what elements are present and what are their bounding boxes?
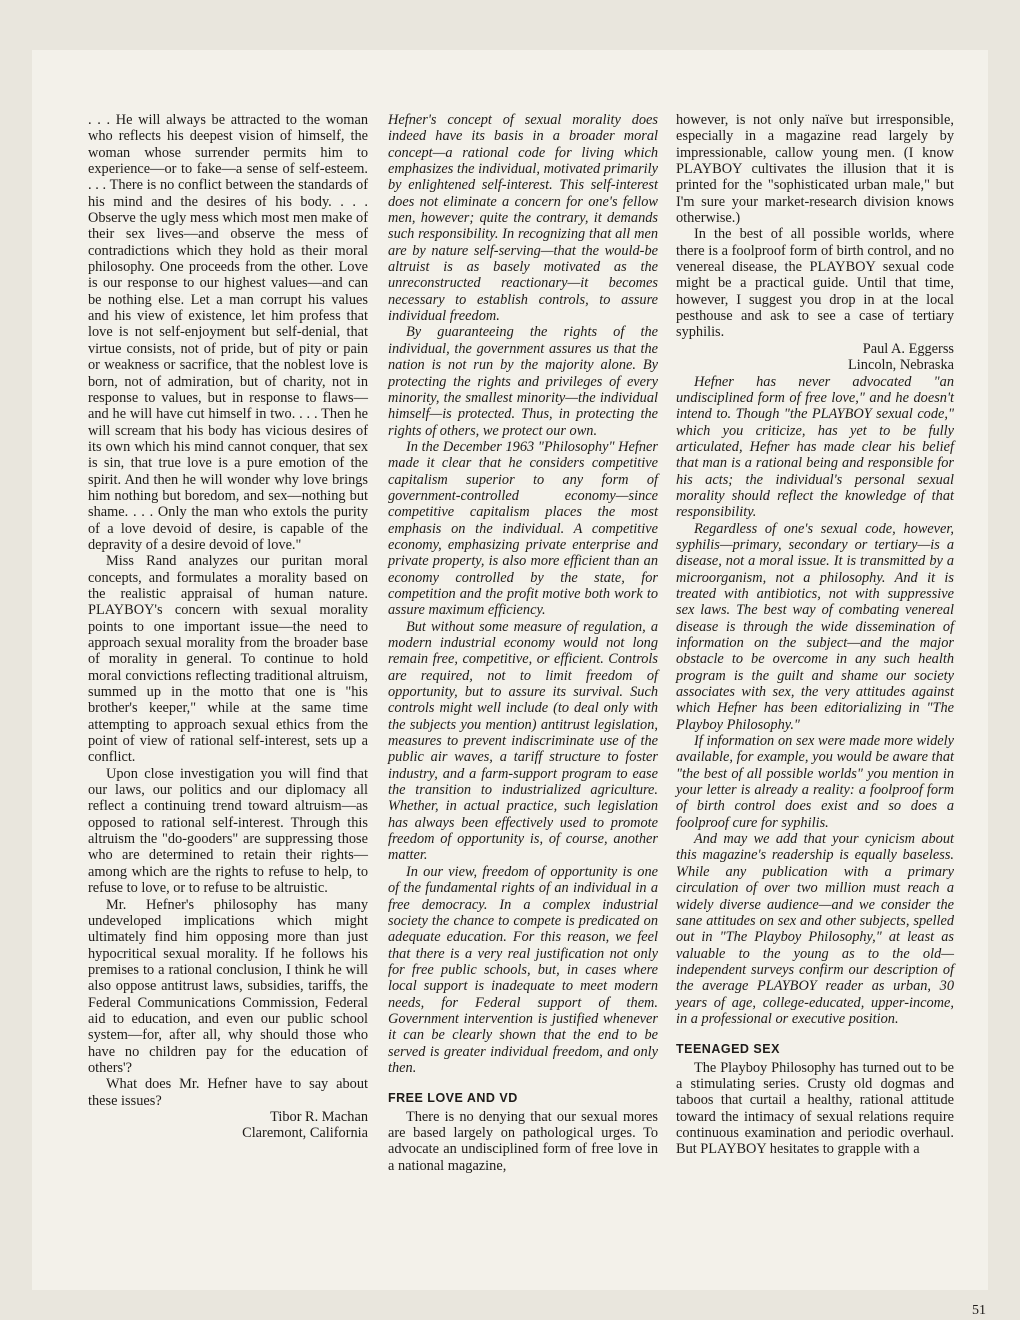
section-heading: FREE LOVE AND VD xyxy=(388,1091,518,1106)
letter-paragraph: . . . He will always be attracted to the woman who reflects his deepest vision of himself, the woman whose surrender permits him to experience—or to fake—a sense of self-esteem. . . . There is no conflict between the standards of his mind and the desires of his body. . . . Observe the ugly mess which most men make of their sex lives—and observe the mess of contradictions which they hold as their moral philosophy. One proceeds from the other. Love is our response to our highest values—and can be nothing else. Let a man corrupt his values and his view of existence, let him profess that love is not self-enjoyment but self-denial, that virtue consists, not of pride, but of pity or pain or weakness or sacrifice, that the noblest love is born, not of admiration, but of charity, not in response to values, but in response to flaws—and he will have cut himself in two. . . . Then he will scream that his body has vicious desires of its own which his mind cannot conquer, that sex is sin, that true love is a pure emotion of the spirit. And then he will wonder why love brings him nothing but boredom, and sex—nothing but shame. . . . Only the man who extols the purity of a love devoid of desire, is capable of the depravity of a desire devoid of love." xyxy=(88,112,368,553)
signature-name: Paul A. Eggerss xyxy=(862,340,954,357)
editor-reply-paragraph: Regardless of one's sexual code, however, syphilis—primary, secondary or tertiary—is a disease, not a moral issue. It is transmitted by a microorganism, not a philosophy. And it is treated with antibiotics, not with suppressive sex laws. The best way of combating venereal disease is through the wide dissemination of information on the subject—and the major obstacle to be overcome in any such health program is the guilt and shame our society associates with sex, the very attitudes against which Hefner has been editorializing in "The Playboy Philosophy." xyxy=(676,520,954,733)
signature-place: Lincoln, Nebraska xyxy=(848,357,954,374)
magazine-page xyxy=(32,50,988,1318)
editor-reply-paragraph: But without some measure of regulation, a modern industrial economy would not long remain free, competitive, or efficient. Controls are required, not to limit freedom of opportunity, but to assure its survival. Such controls might well include (to deal only with the subjects you mention) antitrust legislation, measures to prevent indiscriminate use of the public air waves, a tariff structure to foster industry, and a farm-support program to ease the transition to industrialized agriculture. Whether, in actual practice, such legislation has always been effectively used to promote freedom of opportunity is, of course, another matter. xyxy=(388,618,658,864)
letter-paragraph: In the best of all possible worlds, where there is a foolproof form of birth control, and no venereal disease, the PLAYBOY sexual code might be a practical guide. Until that time, however, I suggest you drop in at the local pesthouse and ask to see a case of tertiary syphilis. xyxy=(676,226,954,341)
letter-paragraph: however, is not only naïve but irresponsible, especially in a magazine read largely by impressionable, callow young men. (I know PLAYBOY cultivates the illusion that it is printed for the "sophisticated urban male," but I'm sure your market-research division knows otherwise.) xyxy=(676,112,954,227)
section-heading: TEENAGED SEX xyxy=(676,1042,780,1057)
editor-reply-paragraph: And may we add that your cynicism about this magazine's readership is equally baseless. While any publication with a primary circulation of over two million must reach a widely diverse audience—and we consider the sane attitudes on sex and other subjects, spelled out in "The Playboy Philosophy," at least as valuable to the young as to the old—independent surveys confirm our description of the average PLAYBOY reader as urban, 30 years of age, college-educated, upper-income, in a professional or executive position. xyxy=(676,831,954,1027)
column-2 xyxy=(388,112,658,1174)
signature-name: Tibor R. Machan xyxy=(270,1108,368,1125)
editor-reply-paragraph: Hefner's concept of sexual morality does indeed have its basis in a broader moral concept—a rational code for living which emphasizes the individual, motivated primarily by enlightened self-interest. This self-interest does not eliminate a concern for one's fellow men, however; quite the contrary, it demands such responsibility. In recognizing that all men are by nature self-serving—that the would-be altruist is as basely motivated as the unreconstructed reactionary—it becomes necessary to establish controls, to assure individual freedom. xyxy=(388,112,658,325)
column-1 xyxy=(88,112,368,1142)
letter-signature xyxy=(676,341,954,374)
letter-paragraph: There is no denying that our sexual mores are based largely on pathological urges. To advocate an undisciplined form of free love in a national magazine, xyxy=(388,1108,658,1174)
letter-signature xyxy=(88,1109,368,1142)
editor-reply-paragraph: If information on sex were made more widely available, for example, you would be aware that "the best of all possible worlds" you mention in your letter is already a reality: a foolproof form of birth control does exist and so does a foolproof cure for syphilis. xyxy=(676,733,954,831)
editor-reply-paragraph: Hefner has never advocated "an undisciplined form of free love," and he doesn't intend to. Though "the PLAYBOY sexual code," which you criticize, has yet to be fully articulated, Hefner has made clear his belief that man is a rational being and responsible for his acts; the individual's personal sexual morality should reflect the knowledge of that responsibility. xyxy=(676,373,954,521)
signature-place: Claremont, California xyxy=(242,1125,368,1142)
editor-reply-paragraph: By guaranteeing the rights of the individual, the government assures us that the nation is not run by the majority alone. By protecting the rights and privileges of every minority, the smallest minority—the individual himself—is protected. Thus, in protecting the rights of others, we protect our own. xyxy=(388,324,658,439)
editor-reply-paragraph: In our view, freedom of opportunity is one of the fundamental rights of an individual in a free democracy. In a complex industrial society the chance to compete is predicated on adequate education. For this reason, we feel that there is a very real justification not only for free public schools, but, in cases where local support is inadequate to meet modern needs, for Federal support of them. Government intervention is justified whenever it can be clearly shown that the end to be served is greater individual freedom, and only then. xyxy=(388,863,658,1076)
letter-paragraph: Mr. Hefner's philosophy has many undeveloped implications which might ultimately find him opposing more than just hypocritical sexual morality. If he follows his premises to a rational conclusion, I think he will also oppose antitrust laws, subsidies, tariffs, the Federal Communications Commission, Federal aid to education, and even our public school system—for, after all, why should those who have no children pay for the education of others'? xyxy=(88,896,368,1076)
letter-paragraph: Upon close investigation you will find that our laws, our politics and our diplomacy all reflect a continuing trend toward altruism—as opposed to rational self-interest. Through this altruism the "do-gooders" are suppressing those who are determined to retain their rights—among which are the rights to refuse to help, to refuse to love, or to refuse to be altruistic. xyxy=(88,765,368,897)
page-number: 51 xyxy=(972,1303,986,1318)
editor-reply-paragraph: In the December 1963 "Philosophy" Hefner made it clear that he considers competitive capitalism superior to any form of government-controlled economy—since competitive capitalism places the most emphasis on the individual. A competitive economy, emphasizing private enterprise and private property, is also more efficient than an economy controlled by the state, for competition and the profit motive both work to assure maximum efficiency. xyxy=(388,438,658,619)
letter-paragraph: The Playboy Philosophy has turned out to be a stimulating series. Crusty old dogmas and taboos that curtail a healthy, rational attitude toward the intimacy of sexual relations require continuous examination and periodic overhaul. But PLAYBOY hesitates to grapple with a xyxy=(676,1059,954,1158)
column-3 xyxy=(676,112,954,1158)
letter-paragraph: What does Mr. Hefner have to say about these issues? xyxy=(88,1076,368,1109)
letter-paragraph: Miss Rand analyzes our puritan moral concepts, and formulates a morality based on the realistic appraisal of human nature. PLAYBOY's concern with sexual morality points to one important issue—the need to approach sexual morality from the broader base of morality in general. To continue to hold moral convictions reflecting traditional altruism, summed up in the motto that one is "his brother's keeper," while at the same time attempting to approach sexual ethics from the point of view of rational self-interest, sets up a conflict. xyxy=(88,553,368,766)
